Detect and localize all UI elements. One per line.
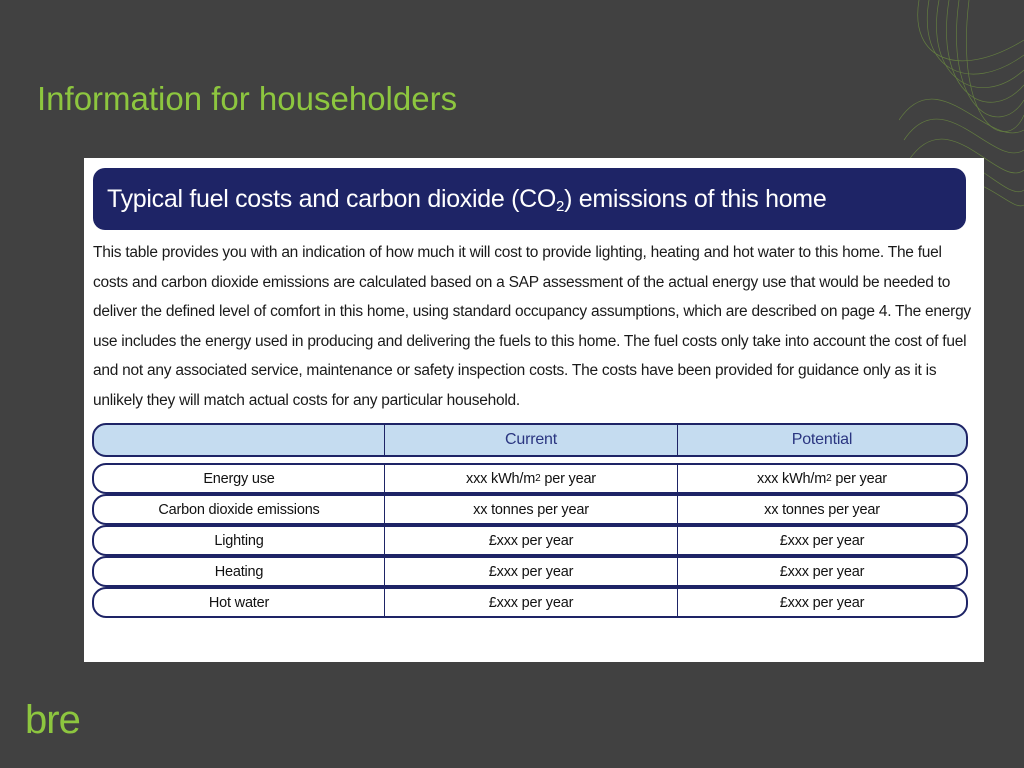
table-row-carbon-dioxide bbox=[92, 494, 968, 525]
header-cell-empty bbox=[94, 425, 384, 455]
current-value: xx tonnes per year bbox=[384, 496, 677, 523]
current-value: xxx kWh/m 2 per year bbox=[384, 465, 677, 492]
table-row-lighting bbox=[92, 525, 968, 556]
current-value: £xxx per year bbox=[384, 558, 677, 585]
bre-logo: bre bbox=[25, 698, 80, 742]
potential-value: £xxx per year bbox=[677, 527, 966, 554]
potential-value: xx tonnes per year bbox=[677, 496, 966, 523]
slide-title: Information for householders bbox=[37, 80, 458, 117]
potential-value: xxx kWh/m 2 per year bbox=[677, 465, 966, 492]
epc-fuel-costs-panel bbox=[84, 158, 984, 662]
fuel-costs-table bbox=[92, 423, 968, 618]
header-cell-current: Current bbox=[384, 425, 677, 455]
table-header-row bbox=[92, 423, 968, 457]
row-label: Carbon dioxide emissions bbox=[158, 501, 320, 518]
potential-value: £xxx per year bbox=[677, 589, 966, 616]
heading-text-suffix: ) emissions of this home bbox=[564, 185, 827, 213]
heading-subscript: 2 bbox=[556, 198, 565, 215]
row-label: Heating bbox=[214, 563, 264, 580]
table-row-hot-water bbox=[92, 587, 968, 618]
potential-value: £xxx per year bbox=[677, 558, 966, 585]
table-row-energy-use bbox=[92, 463, 968, 494]
panel-heading-banner bbox=[93, 168, 966, 230]
table-row-heating bbox=[92, 556, 968, 587]
panel-description: This table provides you with an indication of how much it will cost to provide lighting, heating and hot water to this home. The fuel costs and carbon dioxide emissions are calculated based on a SAP assessment of the actual energy use that would be needed to deliver the defined level of comfort in this home, using standard occupancy assumptions, which are described on page 4. The energy use includes the energy used in producing and delivering the fuels to this home. The fuel costs only take into account the cost of fuel and not any associated service, maintenance or safety inspection costs. The costs have been provided for guidance only as it is unlikely they will match actual costs for any particular household. bbox=[93, 244, 971, 409]
row-label: Hot water bbox=[208, 594, 270, 611]
row-label: Energy use bbox=[203, 470, 275, 487]
heading-text: Typical fuel costs and carbon dioxide (CO bbox=[107, 185, 557, 213]
row-label: Lighting bbox=[214, 532, 264, 549]
header-cell-potential: Potential bbox=[677, 425, 966, 455]
current-value: £xxx per year bbox=[384, 527, 677, 554]
current-value: £xxx per year bbox=[384, 589, 677, 616]
